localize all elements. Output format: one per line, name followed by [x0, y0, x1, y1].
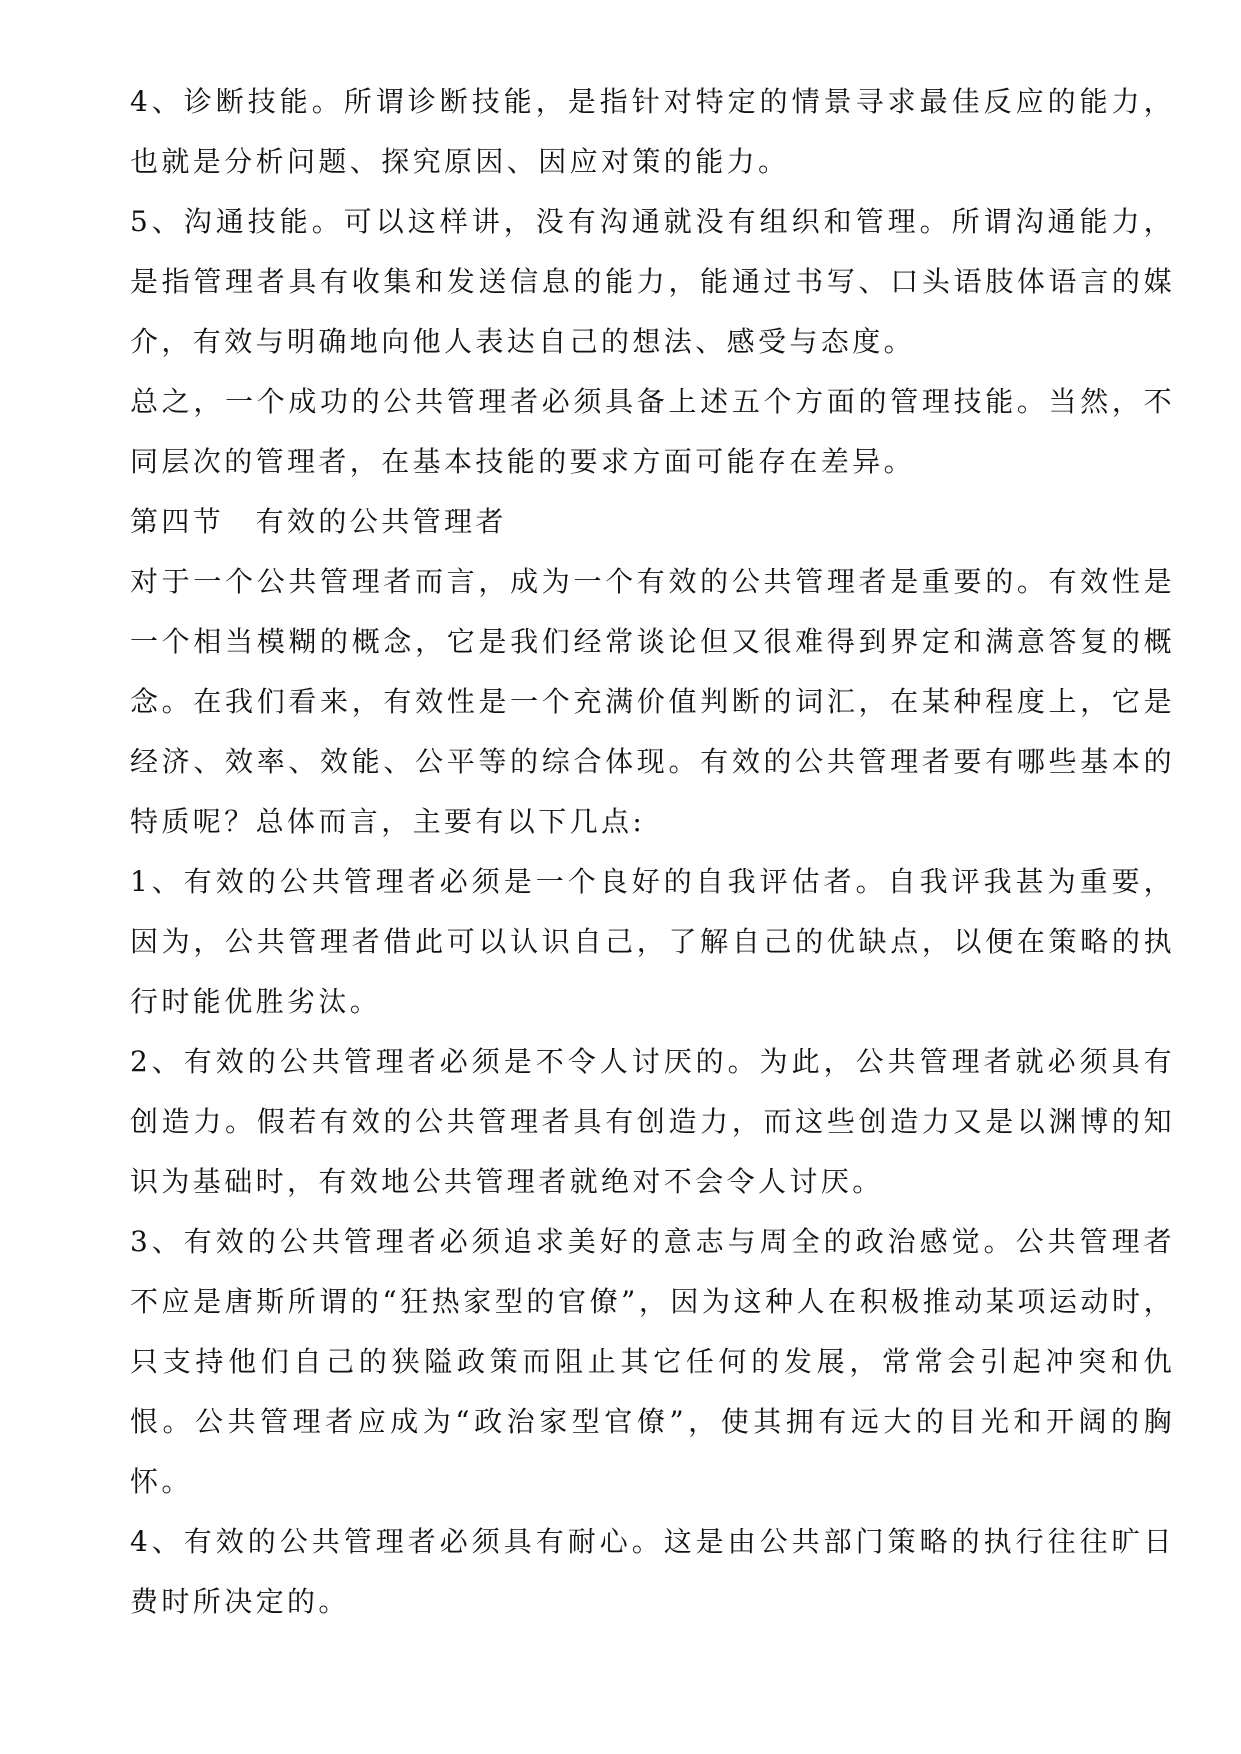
paragraph-communication-skill: 5、沟通技能。可以这样讲，没有沟通就没有组织和管理。所谓沟通能力，是指管理者具有收集和发送信息的能力，能通过书写、口头语肢体语言的媒介，有效与明确地向他人表达自己的想法、感受与态度。	[130, 205, 1175, 358]
paragraph-diagnostic-skill: 4、诊断技能。所谓诊断技能，是指针对特定的情景寻求最佳反应的能力，也就是分析问题、探究原因、因应对策的能力。	[130, 85, 1175, 178]
paragraph-point-3: 3、有效的公共管理者必须追求美好的意志与周全的政治感觉。公共管理者不应是唐斯所谓的“狂热家型的官僚”，因为这种人在积极推动某项运动时，只支持他们自己的狭隘政策而阻止其它任何的发展，常常会引起冲突和仇恨。公共管理者应成为“政治家型官僚”，使其拥有远大的目光和开阔的胸怀。	[130, 1225, 1175, 1498]
paragraph-point-4: 4、有效的公共管理者必须具有耐心。这是由公共部门策略的执行往往旷日费时所决定的。	[130, 1525, 1175, 1618]
paragraph-summary: 总之，一个成功的公共管理者必须具备上述五个方面的管理技能。当然，不同层次的管理者，在基本技能的要求方面可能存在差异。	[130, 385, 1175, 478]
paragraph-point-1: 1、有效的公共管理者必须是一个良好的自我评估者。自我评我甚为重要，因为，公共管理者借此可以认识自己，了解自己的优缺点，以便在策略的执行时能优胜劣汰。	[130, 865, 1175, 1018]
paragraph-effectiveness-intro: 对于一个公共管理者而言，成为一个有效的公共管理者是重要的。有效性是一个相当模糊的概念，它是我们经常谈论但又很难得到界定和满意答复的概念。在我们看来，有效性是一个充满价值判断的词汇，在某种程度上，它是经济、效率、效能、公平等的综合体现。有效的公共管理者要有哪些基本的特质呢？总体而言，主要有以下几点:	[130, 565, 1175, 838]
section-heading: 第四节 有效的公共管理者	[130, 505, 507, 538]
paragraph-point-2: 2、有效的公共管理者必须是不令人讨厌的。为此，公共管理者就必须具有创造力。假若有效的公共管理者具有创造力，而这些创造力又是以渊博的知识为基础时，有效地公共管理者就绝对不会令人讨厌。	[130, 1045, 1175, 1198]
document-body	[130, 72, 1175, 1632]
